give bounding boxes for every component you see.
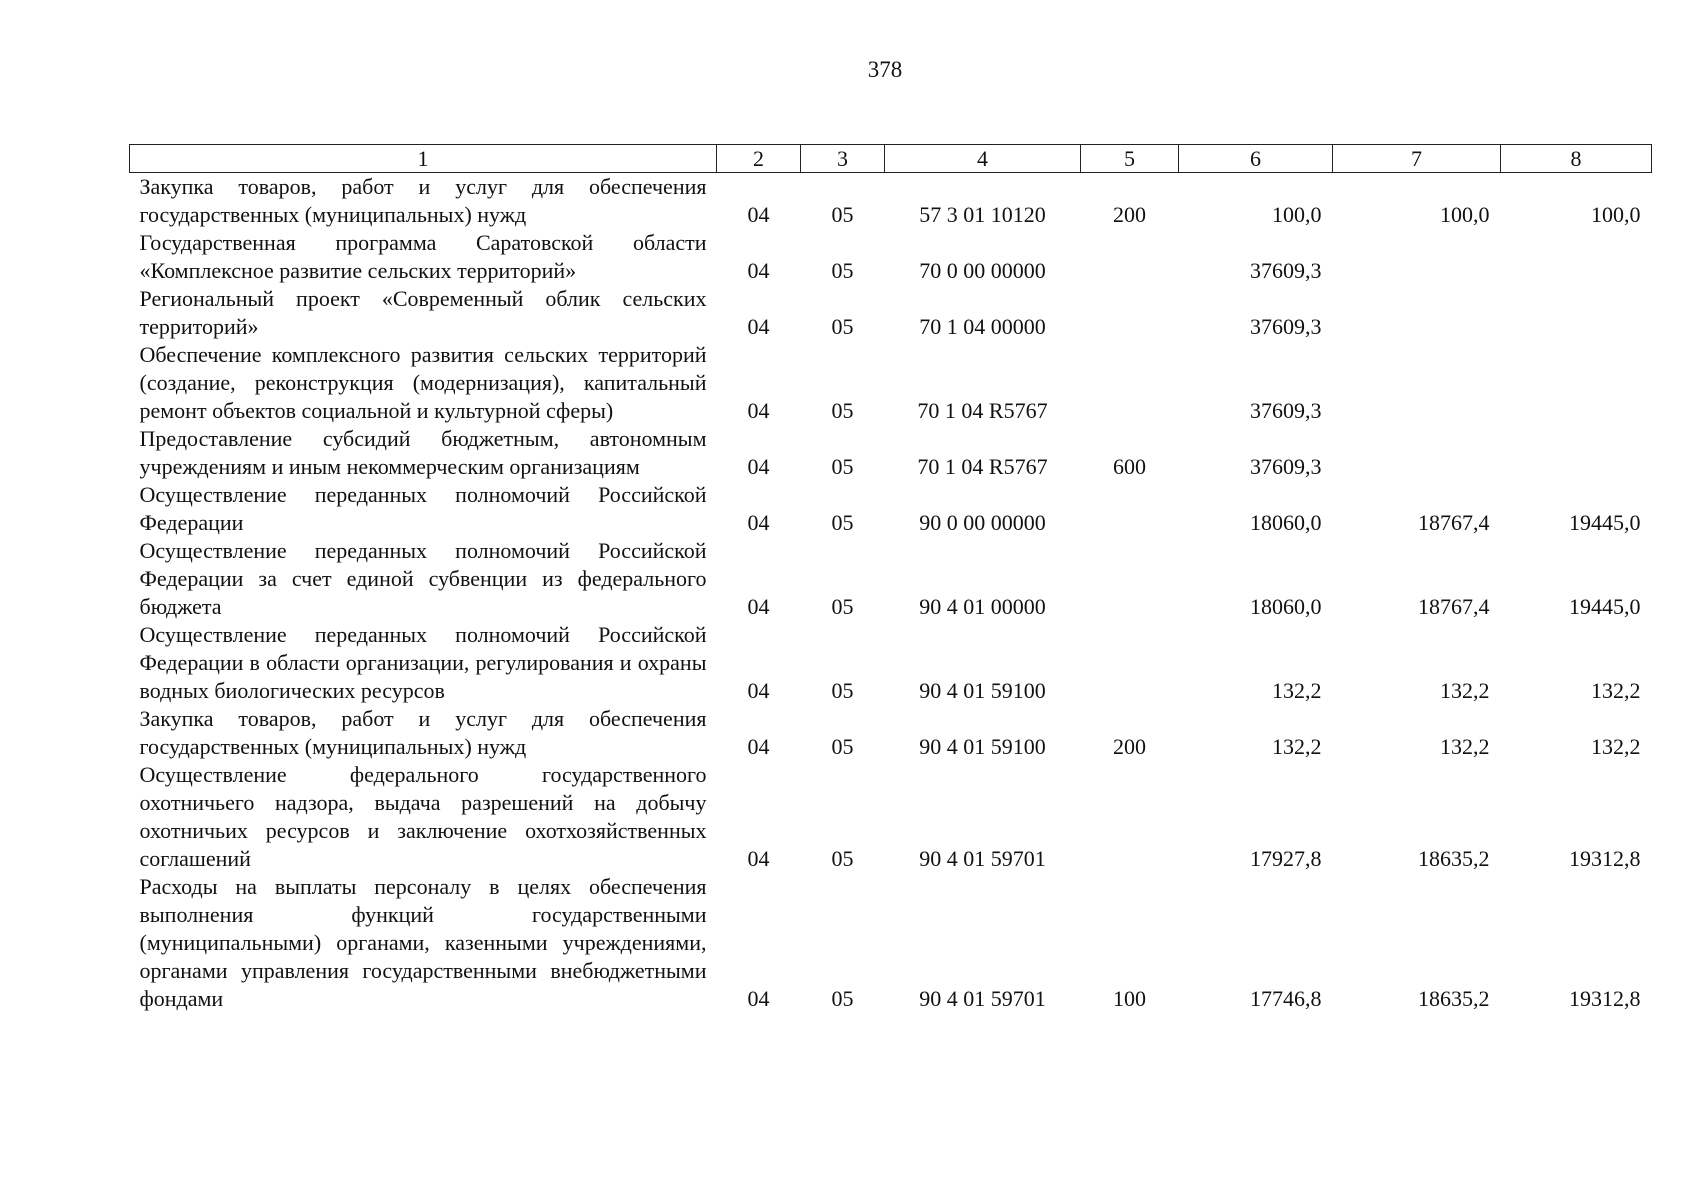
row-amount-7: 100,0 — [1440, 202, 1490, 227]
row-section-code: 04 — [747, 510, 770, 535]
row-amount-7: 18767,4 — [1418, 594, 1490, 619]
table-header — [130, 145, 1652, 173]
table-row — [130, 229, 1652, 285]
column-header-2: 2 — [717, 145, 801, 173]
row-description: Государственная программа Саратовской области «Комплексное развитие сельских территорий» — [139, 230, 707, 283]
row-amount-8 — [1501, 285, 1652, 341]
row-section-code: 04 — [747, 678, 770, 703]
table-row — [130, 481, 1652, 537]
row-target-article: 90 0 00 00000 — [919, 510, 1046, 535]
row-amount-7: 132,2 — [1440, 734, 1490, 759]
row-target-article: 57 3 01 10120 — [919, 202, 1046, 227]
row-description: Расходы на выплаты персоналу в целях обеспечения выполнения функций государственными (муниципальными) органами, казенными учреждениями, органами управления государственными внебюджетными фондами — [139, 874, 707, 1011]
row-amount-8: 132,2 — [1591, 678, 1641, 703]
row-amount-8 — [1501, 229, 1652, 285]
column-header-6: 6 — [1179, 145, 1333, 173]
row-expense-type — [1081, 481, 1179, 537]
row-subsection-code: 05 — [831, 678, 854, 703]
row-description: Обеспечение комплексного развития сельских территорий (создание, реконструкция (модернизация), капитальный ремонт объектов социальной и культурной сферы) — [139, 342, 707, 423]
row-expense-type — [1081, 341, 1179, 425]
row-amount-6: 37609,3 — [1250, 258, 1322, 283]
row-expense-type: 200 — [1113, 202, 1146, 227]
row-description: Осуществление переданных полномочий Российской Федерации в области организации, регулирования и охраны водных биологических ресурсов — [139, 622, 707, 703]
row-amount-6: 18060,0 — [1250, 510, 1322, 535]
row-target-article: 90 4 01 59701 — [919, 846, 1046, 871]
column-header-1: 1 — [130, 145, 717, 173]
header-row — [130, 145, 1652, 173]
row-amount-8: 19312,8 — [1569, 986, 1641, 1011]
row-amount-6: 132,2 — [1272, 734, 1322, 759]
row-amount-7: 18635,2 — [1418, 986, 1490, 1011]
row-amount-7: 132,2 — [1440, 678, 1490, 703]
row-subsection-code: 05 — [831, 846, 854, 871]
table-body — [130, 173, 1652, 1014]
row-amount-8: 19445,0 — [1569, 510, 1641, 535]
row-amount-7 — [1333, 341, 1501, 425]
row-description: Осуществление переданных полномочий Российской Федерации — [139, 482, 707, 535]
row-amount-8 — [1501, 341, 1652, 425]
row-expense-type: 600 — [1113, 454, 1146, 479]
row-amount-7 — [1333, 425, 1501, 481]
table-row — [130, 873, 1652, 1013]
table-row — [130, 341, 1652, 425]
row-subsection-code: 05 — [831, 314, 854, 339]
row-amount-7 — [1333, 229, 1501, 285]
page-number: 378 — [867, 57, 903, 82]
row-amount-6: 100,0 — [1272, 202, 1322, 227]
row-amount-6: 17746,8 — [1250, 986, 1322, 1011]
row-subsection-code: 05 — [831, 258, 854, 283]
row-target-article: 90 4 01 00000 — [919, 594, 1046, 619]
row-amount-8: 100,0 — [1591, 202, 1641, 227]
column-header-8: 8 — [1501, 145, 1652, 173]
column-header-4: 4 — [885, 145, 1081, 173]
row-subsection-code: 05 — [831, 454, 854, 479]
row-subsection-code: 05 — [831, 594, 854, 619]
row-subsection-code: 05 — [831, 510, 854, 535]
row-section-code: 04 — [747, 314, 770, 339]
table-row — [130, 705, 1652, 761]
row-amount-6: 132,2 — [1272, 678, 1322, 703]
row-amount-6: 37609,3 — [1250, 314, 1322, 339]
column-header-7: 7 — [1333, 145, 1501, 173]
row-amount-8: 132,2 — [1591, 734, 1641, 759]
row-target-article: 70 0 00 00000 — [919, 258, 1046, 283]
table-row — [130, 425, 1652, 481]
row-target-article: 70 1 04 R5767 — [917, 398, 1048, 423]
row-description: Региональный проект «Современный облик сельских территорий» — [139, 286, 707, 339]
row-section-code: 04 — [747, 594, 770, 619]
table-row — [130, 285, 1652, 341]
row-amount-6: 37609,3 — [1250, 398, 1322, 423]
column-header-3: 3 — [801, 145, 885, 173]
row-section-code: 04 — [747, 846, 770, 871]
row-section-code: 04 — [747, 986, 770, 1011]
row-expense-type — [1081, 229, 1179, 285]
table-row — [130, 761, 1652, 873]
row-description: Закупка товаров, работ и услуг для обеспечения государственных (муниципальных) нужд — [139, 174, 707, 227]
row-target-article: 70 1 04 00000 — [919, 314, 1046, 339]
row-description: Осуществление федерального государственного охотничьего надзора, выдача разрешений на добычу охотничьих ресурсов и заключение охотхозяйственных соглашений — [139, 762, 707, 871]
row-expense-type — [1081, 537, 1179, 621]
budget-table — [129, 144, 1652, 1013]
row-section-code: 04 — [747, 258, 770, 283]
table-row — [130, 621, 1652, 705]
row-amount-7 — [1333, 285, 1501, 341]
row-target-article: 90 4 01 59701 — [919, 986, 1046, 1011]
row-section-code: 04 — [747, 454, 770, 479]
column-header-5: 5 — [1081, 145, 1179, 173]
row-expense-type — [1081, 285, 1179, 341]
row-amount-6: 18060,0 — [1250, 594, 1322, 619]
row-subsection-code: 05 — [831, 398, 854, 423]
row-subsection-code: 05 — [831, 202, 854, 227]
table-row — [130, 537, 1652, 621]
row-amount-7: 18767,4 — [1418, 510, 1490, 535]
row-subsection-code: 05 — [831, 734, 854, 759]
row-target-article: 90 4 01 59100 — [919, 678, 1046, 703]
row-amount-8: 19445,0 — [1569, 594, 1641, 619]
row-expense-type — [1081, 621, 1179, 705]
row-target-article: 70 1 04 R5767 — [917, 454, 1048, 479]
table-row — [130, 173, 1652, 230]
row-amount-6: 17927,8 — [1250, 846, 1322, 871]
row-subsection-code: 05 — [831, 986, 854, 1011]
row-description: Предоставление субсидий бюджетным, автономным учреждениям и иным некоммерческим организациям — [139, 426, 707, 479]
row-target-article: 90 4 01 59100 — [919, 734, 1046, 759]
row-expense-type: 100 — [1113, 986, 1146, 1011]
row-expense-type: 200 — [1113, 734, 1146, 759]
row-section-code: 04 — [747, 734, 770, 759]
row-section-code: 04 — [747, 202, 770, 227]
row-amount-8: 19312,8 — [1569, 846, 1641, 871]
row-expense-type — [1081, 761, 1179, 873]
row-amount-6: 37609,3 — [1250, 454, 1322, 479]
row-description: Осуществление переданных полномочий Российской Федерации за счет единой субвенции из федерального бюджета — [139, 538, 707, 619]
row-amount-7: 18635,2 — [1418, 846, 1490, 871]
row-section-code: 04 — [747, 398, 770, 423]
row-amount-8 — [1501, 425, 1652, 481]
row-description: Закупка товаров, работ и услуг для обеспечения государственных (муниципальных) нужд — [139, 706, 707, 759]
